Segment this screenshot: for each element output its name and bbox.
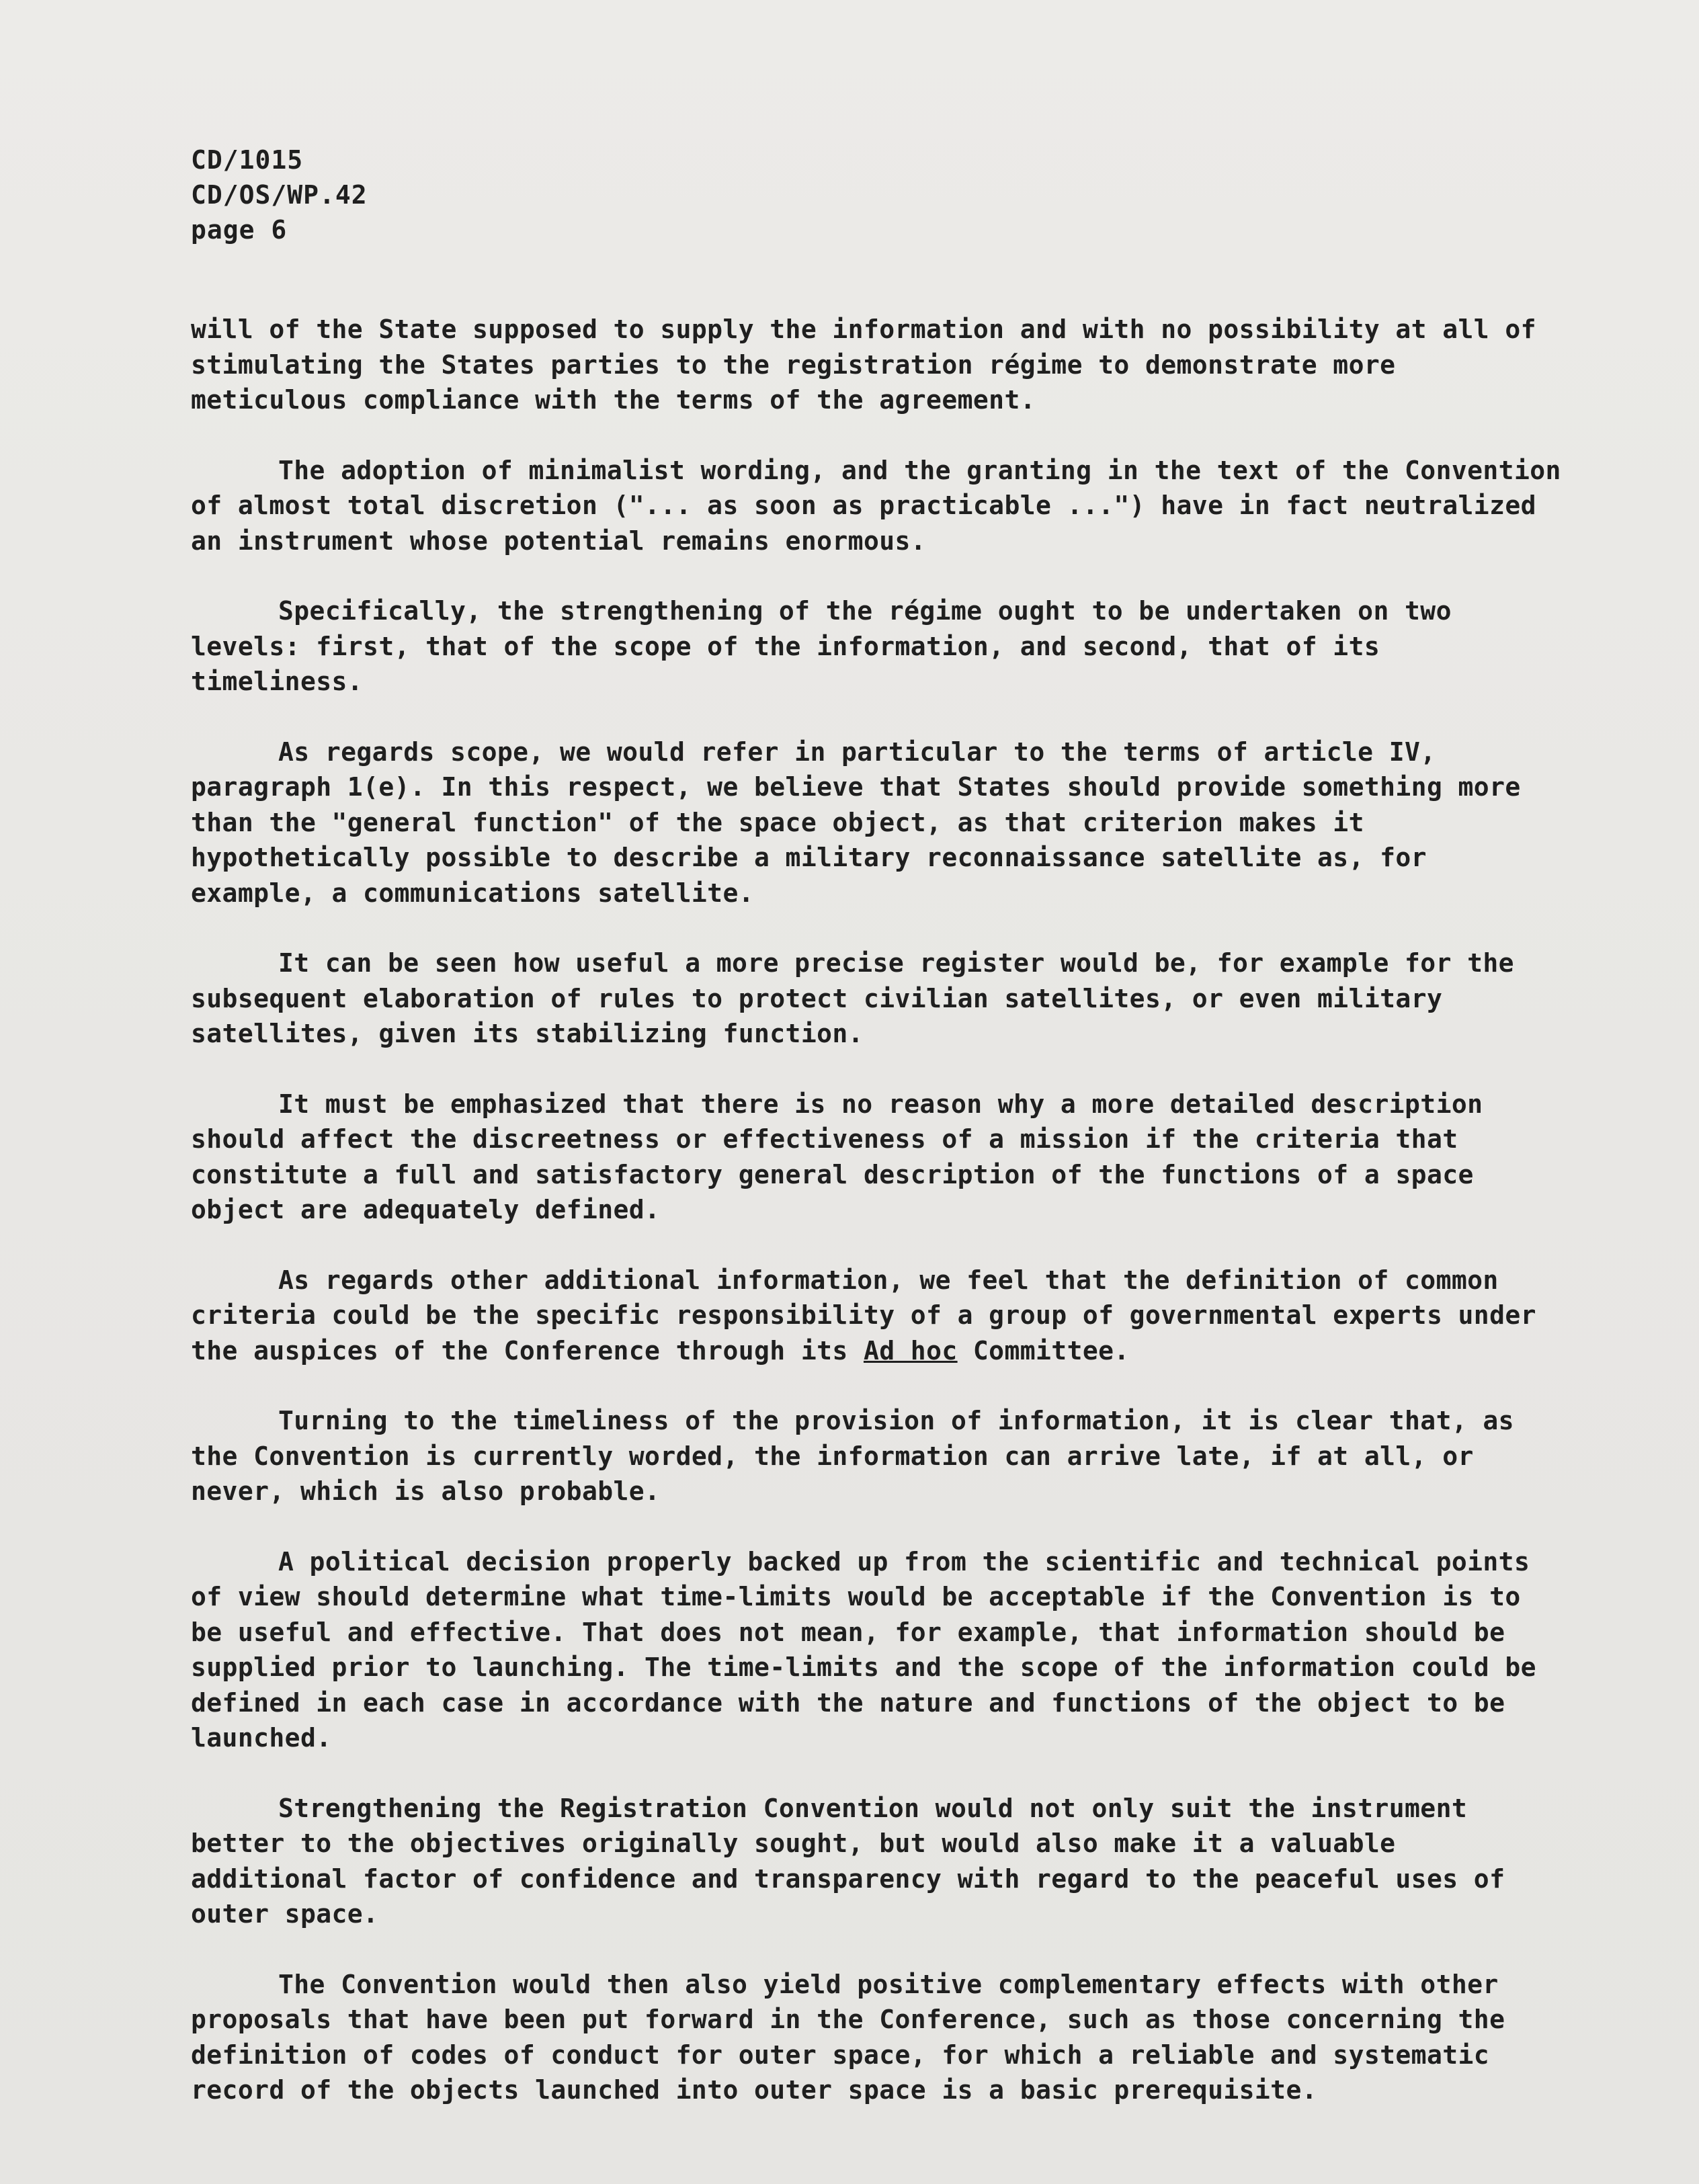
ad-hoc-underlined: Ad hoc — [863, 1335, 958, 1366]
paragraph-7-tail: Committee. — [957, 1335, 1130, 1366]
paragraph-6: It must be emphasized that there is no reason why a more detailed description should affect the discreetness or effectiveness of a mission if the criteria that constitute a full and satisfactory general description of the functions of a space object are adequately defined. — [191, 1089, 1483, 1224]
paragraph-8: Turning to the timeliness of the provision of information, it is clear that, as the Convention is currently worded, the information can arrive late, if at all, or never, which is also probable. — [191, 1406, 1514, 1506]
paragraph-1: will of the State supposed to supply the information and with no possibility at all of stimulating the States parties to the registration régime to demonstrate more meticulous compliance with the terms of the agreement. — [191, 314, 1536, 415]
document-sub-symbol: CD/OS/WP.42 — [191, 180, 368, 210]
document-symbol: CD/1015 — [191, 145, 304, 175]
paragraph-2: The adoption of minimalist wording, and the granting in the text of the Convention of almost total discretion ("... as soon as practicable ...") have in fact neutralized an instrument whose potential remains enormous. — [191, 455, 1561, 556]
page-number: page 6 — [191, 215, 288, 245]
paragraph-3: Specifically, the strengthening of the régime ought to be undertaken on two levels: first, that of the scope of the information, and second, that of its timeliness. — [191, 596, 1452, 696]
document-header — [191, 142, 368, 247]
document-body — [191, 312, 1562, 2143]
paragraph-9: A political decision properly backed up from the scientific and technical points of view should determine what time-limits would be acceptable if the Convention is to be useful and effective. That does not mean, for example, that information should be supplied prior to launching. The time-limits and the scope of the information could be defined in each case in accordance with the nature and functions of the object to be launched. — [191, 1546, 1536, 1753]
paragraph-7-text: As regards other additional information, we feel that the definition of common criteria could be the specific responsibility of a group of governmental experts under the auspices of the Conference through its — [191, 1265, 1536, 1366]
paragraph-7 — [191, 1263, 1562, 1369]
paragraph-10: Strengthening the Registration Convention would not only suit the instrument better to the objectives originally sought, but would also make it a valuable additional factor of confidence and transparency with regard to the peaceful uses of outer space. — [191, 1793, 1505, 1929]
paragraph-11: The Convention would then also yield positive complementary effects with other proposals that have been put forward in the Conference, such as those concerning the definition of codes of conduct for outer space, for which a reliable and systematic record of the objects launched into outer space is a basic prerequisite. — [191, 1969, 1505, 2105]
paragraph-5: It can be seen how useful a more precise register would be, for example for the subsequent elaboration of rules to protect civilian satellites, or even military satellites, given its stabilizing function. — [191, 948, 1514, 1048]
paragraph-4: As regards scope, we would refer in particular to the terms of article IV, paragraph 1(e). In this respect, we believe that States should provide something more than the "general function" of the space object, as that criterion makes it hypothetically possible to describe a military reconnaissance satellite as, for example, a communications satellite. — [191, 737, 1521, 908]
